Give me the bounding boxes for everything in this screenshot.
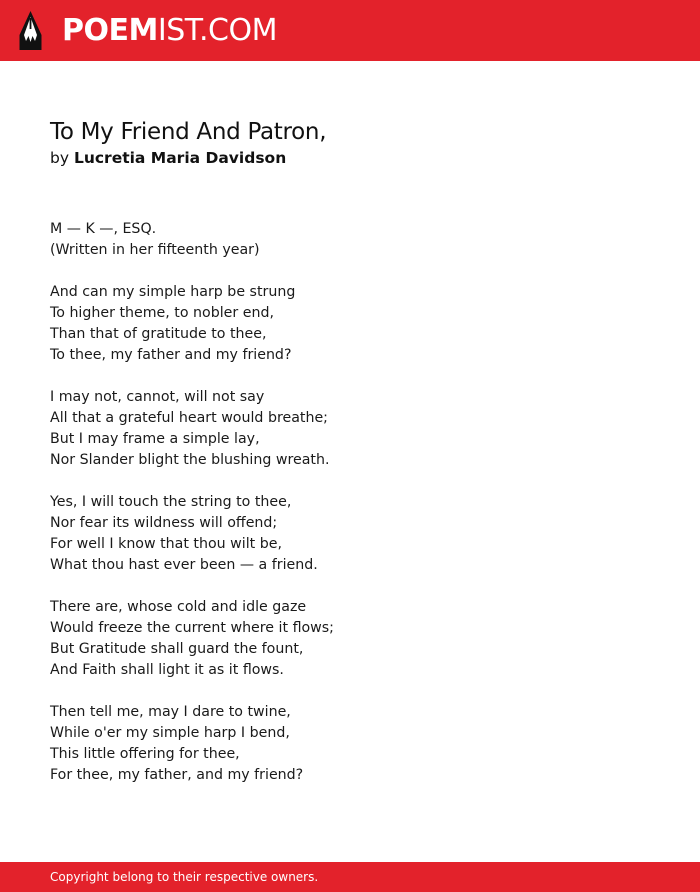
poem-line: All that a grateful heart would breathe; — [50, 410, 328, 426]
poem-line: To thee, my father and my friend? — [50, 347, 292, 363]
poem-stanza — [50, 387, 650, 471]
poem-line: Then tell me, may I dare to twine, — [50, 704, 291, 720]
poem-stanza — [50, 702, 650, 786]
poem-byline — [50, 148, 650, 168]
poem-line: M — K —, ESQ. — [50, 221, 157, 237]
poem-line: But I may frame a simple lay, — [50, 431, 260, 447]
poem-line: There are, whose cold and idle gaze — [50, 599, 307, 615]
poem-line: For well I know that thou wilt be, — [50, 536, 282, 552]
poem-body — [50, 219, 650, 786]
poem-stanza — [50, 492, 650, 576]
poem-line: Nor fear its wildness will offend; — [50, 515, 278, 531]
poem-line: I may not, cannot, will not say — [50, 389, 265, 405]
poem-line: But Gratitude shall guard the fount, — [50, 641, 304, 657]
poem-line: Than that of gratitude to thee, — [50, 326, 267, 342]
site-header — [0, 0, 700, 61]
brand-bold-part: POEM — [62, 13, 158, 48]
site-footer — [0, 862, 700, 892]
site-logo-link[interactable] — [18, 9, 277, 53]
poem-line: To higher theme, to nobler end, — [50, 305, 274, 321]
poem-line: For thee, my father, and my friend? — [50, 767, 304, 783]
pen-nib-icon — [18, 10, 43, 52]
poem-stanza — [50, 282, 650, 366]
poem-line: What thou hast ever been — a friend. — [50, 557, 318, 573]
site-brand-name — [62, 13, 277, 48]
copyright-notice: Copyright belong to their respective owners. — [50, 870, 319, 884]
poem-stanza — [50, 597, 650, 681]
poem-line: Yes, I will touch the string to thee, — [50, 494, 292, 510]
poem-line: And can my simple harp be strung — [50, 284, 296, 300]
byline-by-label: by — [50, 149, 70, 167]
poem-line: (Written in her fifteenth year) — [50, 242, 260, 258]
poem-line: This little offering for thee, — [50, 746, 240, 762]
poem-line: Nor Slander blight the blushing wreath. — [50, 452, 330, 468]
poem-container — [50, 117, 650, 807]
poem-line: And Faith shall light it as it flows. — [50, 662, 284, 678]
poem-line: While o'er my simple harp I bend, — [50, 725, 290, 741]
poem-stanza — [50, 219, 650, 261]
poem-title: To My Friend And Patron, — [50, 119, 327, 145]
poem-author: Lucretia Maria Davidson — [73, 149, 287, 167]
brand-light-part: IST.COM — [157, 13, 277, 48]
poem-line: Would freeze the current where it flows; — [50, 620, 334, 636]
